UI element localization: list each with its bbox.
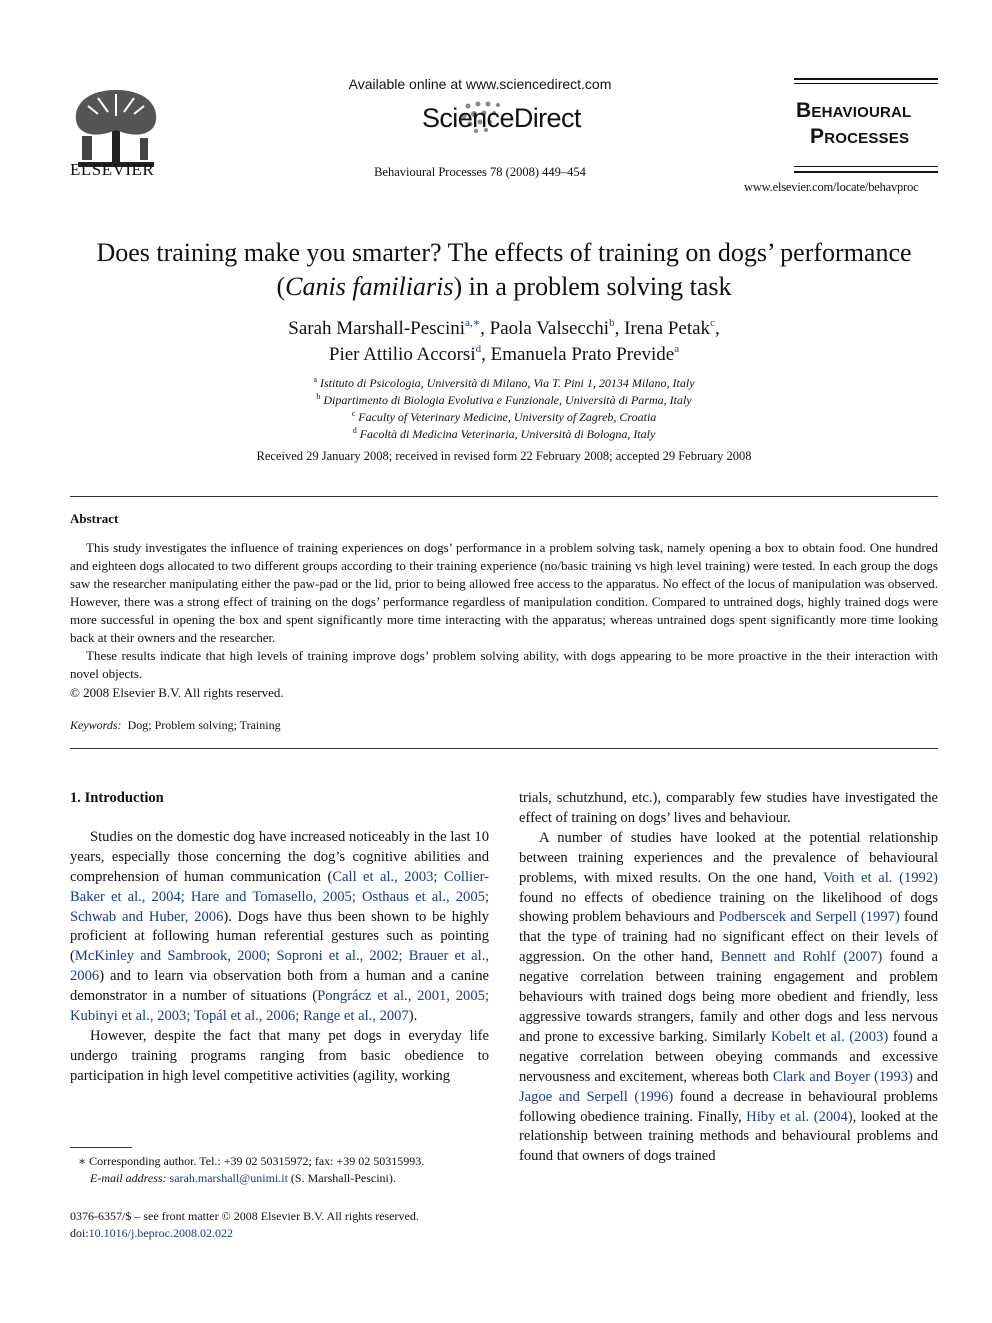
body-text: ) and to learn via observation both from a human and a canine demonstrator in a number of situations ( — [70, 968, 489, 1005]
email-label: E-mail address: — [90, 1171, 167, 1185]
body-paragraph — [519, 829, 938, 1167]
article-title — [70, 236, 938, 304]
affiliation-item — [70, 392, 938, 409]
section-divider — [70, 748, 938, 749]
journal-logo-rule — [794, 166, 938, 167]
keywords-label: Keywords: — [70, 718, 122, 732]
abstract-body — [70, 539, 938, 683]
issn-line: 0376-6357/$ – see front matter © 2008 Elsevier B.V. All rights reserved. — [70, 1209, 419, 1223]
citation-link[interactable]: Pongrácz et al., 2001, 2005; Kubinyi et al., 2003; Topál et al., 2006; Range et al., 2007 — [70, 988, 489, 1025]
keywords — [70, 718, 281, 733]
affiliation-mark: c — [351, 409, 356, 418]
journal-url[interactable]: www.elsevier.com/locate/behavproc — [744, 180, 919, 194]
affiliation-item — [70, 426, 938, 443]
journal-reference: Behavioural Processes 78 (2008) 449–454 — [374, 165, 586, 179]
keywords-list: Dog; Problem solving; Training — [127, 718, 281, 732]
author-list — [70, 316, 938, 368]
author-separator: , — [480, 318, 490, 339]
body-text: A number of studies have looked at the potential relationship between training experiences and the prevalence of behavioural problems, with mixed results. On the one hand, — [519, 829, 938, 886]
sciencedirect-wordmark: ScienceDirect — [422, 103, 581, 133]
affiliation-text: Dipartimento di Biologia Evolutiva e Funzionale, Università di Parma, Italy — [323, 393, 692, 407]
citation-link[interactable]: McKinley and Sambrook, 2000; Soproni et al., 2002; Brauer et al., 2006 — [70, 948, 489, 985]
journal-logo-rule — [794, 171, 938, 173]
body-paragraph — [70, 828, 489, 1027]
author-name: Paola Valsecchi — [489, 318, 610, 339]
citation-link[interactable]: Kobelt et al. (2003) — [770, 1028, 889, 1045]
body-column-left — [70, 789, 489, 1087]
doi-line — [70, 1225, 489, 1242]
section-heading: 1. Introduction — [70, 790, 164, 806]
corresponding-author-note: ∗ Corresponding author. Tel.: +39 02 50315972; fax: +39 02 50315993. — [78, 1154, 425, 1168]
body-text: found that the type of training had no significant effect on their levels of aggression. On the other hand, — [519, 909, 939, 966]
affiliation-text: Faculty of Veterinary Medicine, University of Zagreb, Croatia — [358, 410, 657, 424]
citation-link[interactable]: Voith et al. (1992) — [823, 869, 938, 886]
affiliation-list — [70, 375, 938, 443]
email-link[interactable]: sarah.marshall@unimi.it — [169, 1171, 288, 1185]
body-text: found a decrease in behavioural problems following obedience training. Finally, — [519, 1088, 938, 1125]
footnotes — [70, 1153, 489, 1187]
citation-link[interactable]: Podberscek and Serpell (1997) — [718, 909, 900, 926]
author-separator: , — [614, 318, 625, 339]
body-column-right — [519, 789, 938, 1167]
title-part1: Does training make you smarter? The effects of training on dogs’ performance ( — [96, 238, 912, 301]
author-name: Irena Petak — [624, 318, 711, 339]
body-text: , looked at the relationship between training methods and behavioural problems and found that owners of dogs trained — [519, 1108, 938, 1165]
available-online-text: Available online at www.sciencedirect.com — [348, 76, 612, 92]
author-name: Emanuela Prato Previde — [490, 344, 675, 365]
affiliation-item — [70, 375, 938, 392]
affiliation-mark: a — [313, 375, 318, 384]
journal-logo-rule — [794, 83, 938, 84]
journal-logo-rule — [794, 78, 938, 80]
author-separator: , — [481, 344, 491, 365]
abstract-paragraph: This study investigates the influence of training experiences on dogs’ performance in a problem solving task, namely opening a box to obtain food. One hundred and eighteen dogs allocated to two different groups according to their training experience (no/basic training vs high level training) were tested. In each group the dogs saw the researcher manipulating either the paw-pad or the lid, prior to being allowed free access to the apparatus. No effect of the locus of manipulation was observed. However, there was a strong effect of training on the dogs’ performance regardless of manipulation condition. Compared to untrained dogs, highly trained dogs were more successful in opening the box and spent significantly more time interacting with the apparatus; whereas untrained dogs spent significantly more time looking back at their owners and the researcher. — [70, 540, 938, 645]
affiliation-text: Facoltà di Medicina Veterinaria, Università di Bologna, Italy — [359, 427, 656, 441]
front-matter — [70, 1208, 489, 1242]
publisher-name: ELSEVIER — [70, 160, 155, 179]
body-text: found no effects of obedience training on the likelihood of dogs showing problem behaviours and — [519, 889, 938, 926]
affiliation-item — [70, 409, 938, 426]
citation-link[interactable]: Bennett and Rohlf (2007) — [720, 949, 883, 966]
body-paragraph: trials, schutzhund, etc.), comparably few studies have investigated the effect of training on dogs’ lives and behaviour. — [519, 790, 938, 826]
author-affiliation-mark[interactable]: a,∗ — [465, 317, 481, 329]
body-text: found a negative correlation between training engagement and problem behaviours with trained dogs being more obedient and friendly, less aggressive towards strangers, family and other dogs and less nervous and prone to excessive barking. Similarly — [519, 949, 938, 1045]
journal-name-line2: Processes — [810, 125, 910, 148]
received-dates: Received 29 January 2008; received in revised form 22 February 2008; accepted 29 February 2008 — [256, 449, 752, 463]
affiliation-text: Istituto di Psicologia, Università di Milano, Via T. Pini 1, 20134 Milano, Italy — [320, 376, 695, 390]
author-affiliation-mark[interactable]: b — [609, 317, 615, 329]
email-suffix: (S. Marshall-Pescini). — [287, 1171, 396, 1185]
email-note — [70, 1170, 489, 1187]
author-affiliation-mark[interactable]: d — [475, 343, 482, 355]
citation-link[interactable]: Hiby et al. (2004) — [746, 1108, 853, 1125]
journal-logo-title — [796, 98, 940, 150]
abstract-heading: Abstract — [70, 511, 119, 526]
citation-link[interactable]: Jagoe and Serpell (1996) — [519, 1088, 674, 1105]
body-text: ). — [408, 1008, 418, 1025]
title-part2: ) in a problem solving task — [453, 272, 732, 301]
author-affiliation-mark[interactable]: c — [710, 317, 715, 329]
journal-name-line1: Behavioural — [796, 99, 912, 122]
author-name: Sarah Marshall-Pescini — [288, 318, 466, 339]
author-name: Pier Attilio Accorsi — [328, 344, 476, 365]
citation-link[interactable]: Call et al., 2003; Collier-Baker et al., 2004; Hare and Tomasello, 2005; Osthaus et al., 2005; Schwab and Huber, 2006 — [70, 868, 489, 925]
abstract-paragraph: These results indicate that high levels of training improve dogs’ problem solving ability, with dogs appearing to be more proactive in the their interaction with novel objects. — [70, 648, 938, 681]
author-separator: , — [714, 318, 720, 339]
abstract-copyright: © 2008 Elsevier B.V. All rights reserved. — [70, 685, 284, 700]
body-text: ). Dogs have thus been shown to be highly proficient at following human referential gestures such as pointing ( — [70, 908, 489, 965]
body-text: found a negative correlation between obeying commands and excessive nervousness and excitement, whereas both — [519, 1028, 938, 1085]
title-species: Canis familiaris — [285, 272, 454, 301]
body-text: and — [912, 1068, 938, 1085]
citation-link[interactable]: Clark and Boyer (1993) — [772, 1068, 913, 1085]
body-text: Studies on the domestic dog have increased noticeably in the last 10 years, especially those concerning the dog’s cognitive abilities and comprehension of human communication ( — [70, 828, 489, 885]
author-affiliation-mark[interactable]: a — [674, 343, 680, 355]
affiliation-mark: d — [352, 426, 357, 435]
doi-link[interactable]: 10.1016/j.beproc.2008.02.022 — [88, 1226, 233, 1240]
footnote-rule — [70, 1147, 132, 1148]
body-paragraph: However, despite the fact that many pet dogs in everyday life undergo training programs ranging from basic obedience to participation in high level competitive activities (agility, working — [70, 1027, 489, 1084]
section-divider — [70, 496, 938, 497]
affiliation-mark: b — [316, 392, 321, 401]
doi-label: doi: — [70, 1226, 89, 1240]
